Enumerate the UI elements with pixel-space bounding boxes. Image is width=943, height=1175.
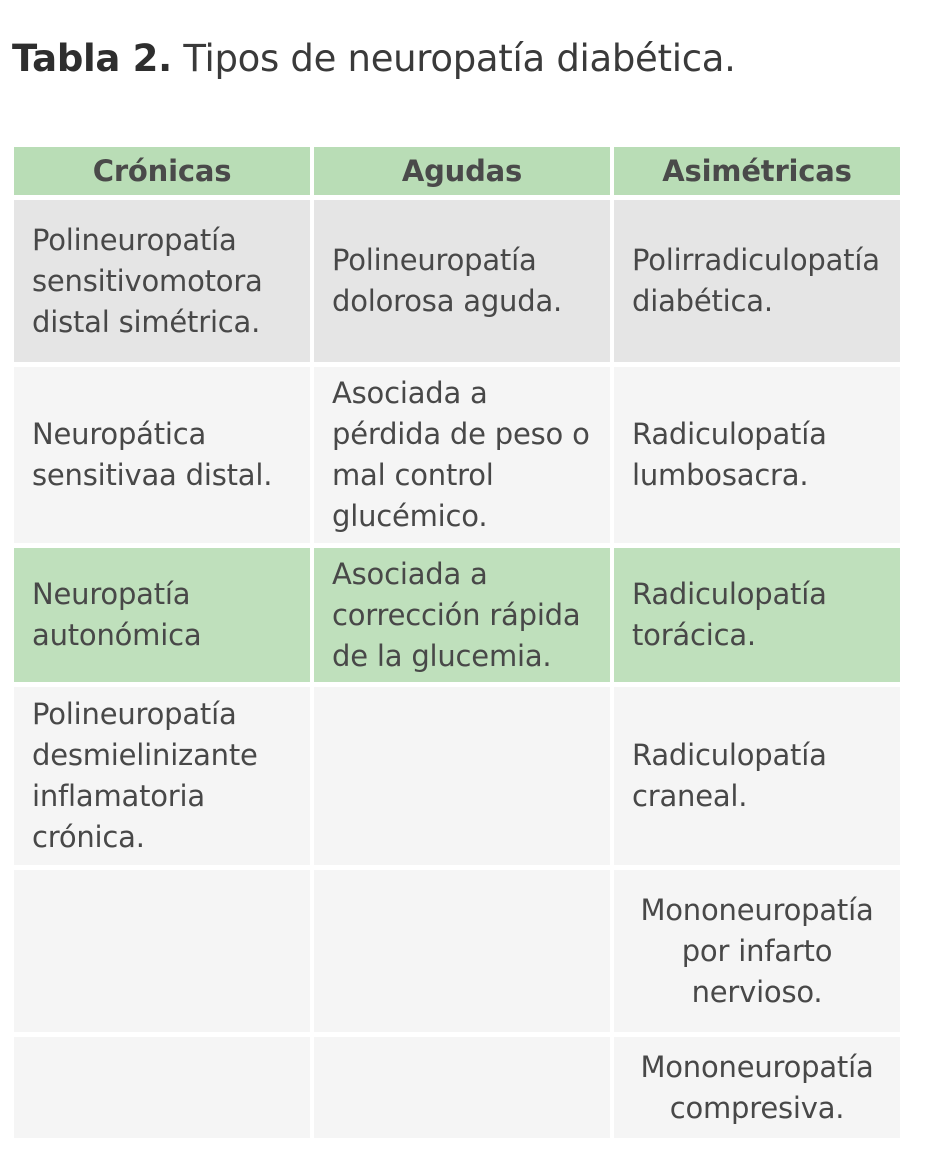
table-cell: Asociada a pérdida de peso o mal control glucémico. (314, 367, 610, 543)
neuropathy-table (14, 147, 900, 1138)
table-caption (12, 36, 736, 82)
table-cell (14, 870, 310, 1032)
table-cell: Radiculopatía craneal. (614, 687, 900, 865)
header-asimetricas: Asimétricas (614, 147, 900, 195)
table-cell: Polineuropatía sensitivomotora distal simétrica. (14, 200, 310, 362)
table-cell: Neuropatía autonómica (14, 548, 310, 682)
table-cell: Mononeuropatía por infarto nervioso. (614, 870, 900, 1032)
table-cell: Asociada a corrección rápida de la glucemia. (314, 548, 610, 682)
table-cell (14, 1037, 310, 1138)
table-cell (314, 870, 610, 1032)
header-cronicas: Crónicas (14, 147, 310, 195)
table-caption-label: Tabla 2. (12, 37, 172, 80)
table-caption-text: Tipos de neuropatía diabética. (183, 37, 736, 80)
table-cell (314, 1037, 610, 1138)
table-cell: Neuropática sensitivaa distal. (14, 367, 310, 543)
table-cell: Polineuropatía desmielinizante inflamatoria crónica. (14, 687, 310, 865)
table-cell: Polirradiculopatía diabética. (614, 200, 900, 362)
table-cell: Radiculopatía lumbosacra. (614, 367, 900, 543)
header-agudas: Agudas (314, 147, 610, 195)
table-cell (314, 687, 610, 865)
table-cell: Radiculopatía torácica. (614, 548, 900, 682)
table-cell: Mononeuropatía compresiva. (614, 1037, 900, 1138)
table-cell: Polineuropatía dolorosa aguda. (314, 200, 610, 362)
